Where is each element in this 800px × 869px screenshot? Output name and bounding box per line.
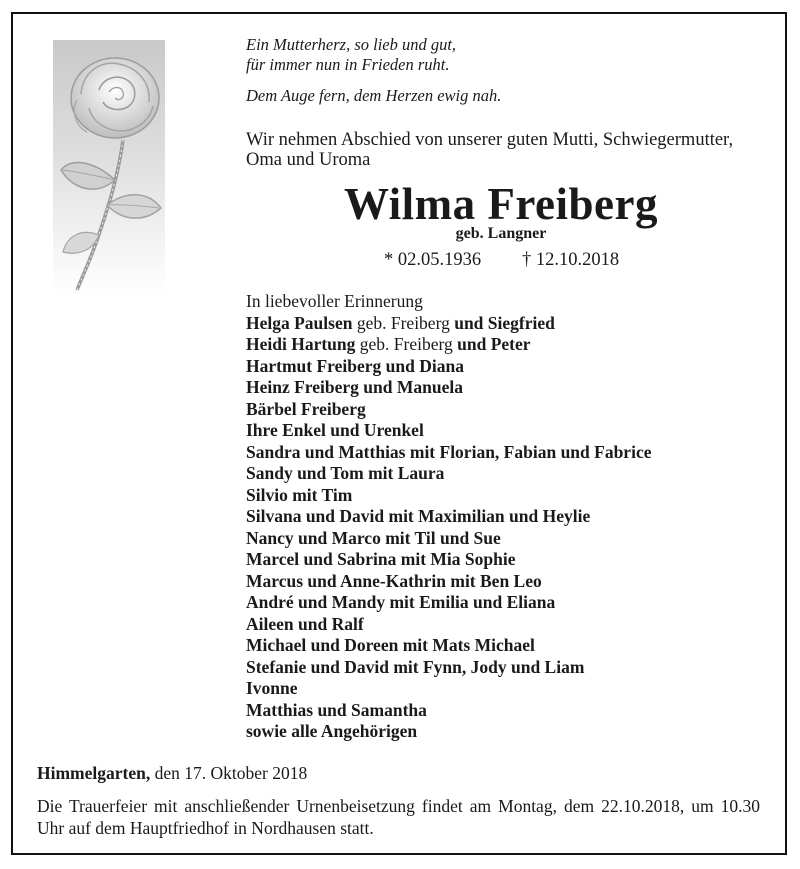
mourner-text: Matthias und Samantha <box>246 699 427 720</box>
mourner-text: Sandy und Tom mit Laura <box>246 463 445 483</box>
mourners-heading: In liebevoller Erinnerung <box>246 291 423 311</box>
poem-line-2: für immer nun in Frieden ruht. <box>246 55 450 74</box>
poem-line-1: Ein Mutterherz, so lieb und gut, <box>246 35 457 54</box>
death-date: † 12.10.2018 <box>522 250 620 270</box>
mourner-row <box>246 700 651 722</box>
mourner-row <box>246 420 651 442</box>
mourner-row <box>246 635 651 657</box>
mourner-row <box>246 571 651 593</box>
birth-date: * 02.05.1936 <box>384 250 482 270</box>
mourner-text: André und Mandy mit Emilia und Eliana <box>246 592 556 612</box>
mourner-text: Sandra und Matthias mit Florian, Fabian und Fabrice <box>246 441 652 462</box>
mourner-text: Ivonne <box>246 678 298 698</box>
mourner-row <box>246 377 651 399</box>
mourner-text: Silvio mit Tim <box>246 484 353 505</box>
date: den 17. Oktober 2018 <box>150 763 308 783</box>
mourner-row <box>246 485 651 507</box>
mourner-row <box>246 506 651 528</box>
mourner-rows <box>246 313 651 743</box>
mourner-row <box>246 549 651 571</box>
rose-icon <box>53 40 165 296</box>
mourner-row <box>246 592 651 614</box>
mourner-text: Marcus und Anne-Kathrin mit Ben Leo <box>246 570 542 591</box>
mourner-text: geb. Freiberg <box>352 312 455 333</box>
place-date <box>37 763 307 784</box>
mourner-row <box>246 528 651 550</box>
mourner-text: und Peter <box>457 334 531 354</box>
mourner-row <box>246 678 651 700</box>
mourner-text: Aileen und Ralf <box>246 613 364 634</box>
mourner-row <box>246 463 651 485</box>
mourner-text: Nancy und Marco mit Til und Sue <box>246 527 501 548</box>
intro-line-2: Oma und Uroma <box>246 150 371 170</box>
rose-panel <box>53 40 165 296</box>
mourner-text: Marcel und Sabrina mit Mia Sophie <box>246 549 516 569</box>
mourner-text: Heinz Freiberg und Manuela <box>246 377 463 397</box>
mourner-row <box>246 334 651 356</box>
mourner-text: geb. Freiberg <box>355 334 458 354</box>
mourner-text: Helga Paulsen <box>246 312 353 333</box>
mourners-list <box>246 291 651 743</box>
mourner-row <box>246 657 651 679</box>
mourner-text: Ihre Enkel und Urenkel <box>246 420 424 440</box>
mourner-row <box>246 356 651 378</box>
birth-name: geb. Langner <box>455 225 547 242</box>
mourner-text: sowie alle Angehörigen <box>246 721 418 741</box>
intro-line-1: Wir nehmen Abschied von unserer guten Mutti, Schwiegermutter, <box>246 130 734 150</box>
funeral-info: Die Trauerfeier mit anschließender Urnenbeisetzung findet am Montag, dem 22.10.2018, um 10.30 Uhr auf dem Hauptfriedhof in Nordhausen statt. <box>37 796 760 838</box>
deceased-name: Wilma Freiberg <box>343 179 659 229</box>
place: Himmelgarten, <box>37 763 151 783</box>
mourner-row <box>246 442 651 464</box>
mourner-text: und Siegfried <box>454 312 555 333</box>
mourner-text: Michael und Doreen mit Mats Michael <box>246 635 535 655</box>
mourner-text: Bärbel Freiberg <box>246 398 366 419</box>
mourner-text: Hartmut Freiberg und Diana <box>246 355 464 376</box>
mourner-row <box>246 313 651 335</box>
mourner-text: Silvana und David mit Maximilian und Heylie <box>246 506 591 526</box>
mourner-row <box>246 614 651 636</box>
mourner-row <box>246 721 651 743</box>
mourner-text: Heidi Hartung <box>246 334 356 354</box>
poem-line-3: Dem Auge fern, dem Herzen ewig nah. <box>246 86 502 105</box>
mourner-text: Stefanie und David mit Fynn, Jody und Liam <box>246 656 585 677</box>
mourner-row <box>246 399 651 421</box>
